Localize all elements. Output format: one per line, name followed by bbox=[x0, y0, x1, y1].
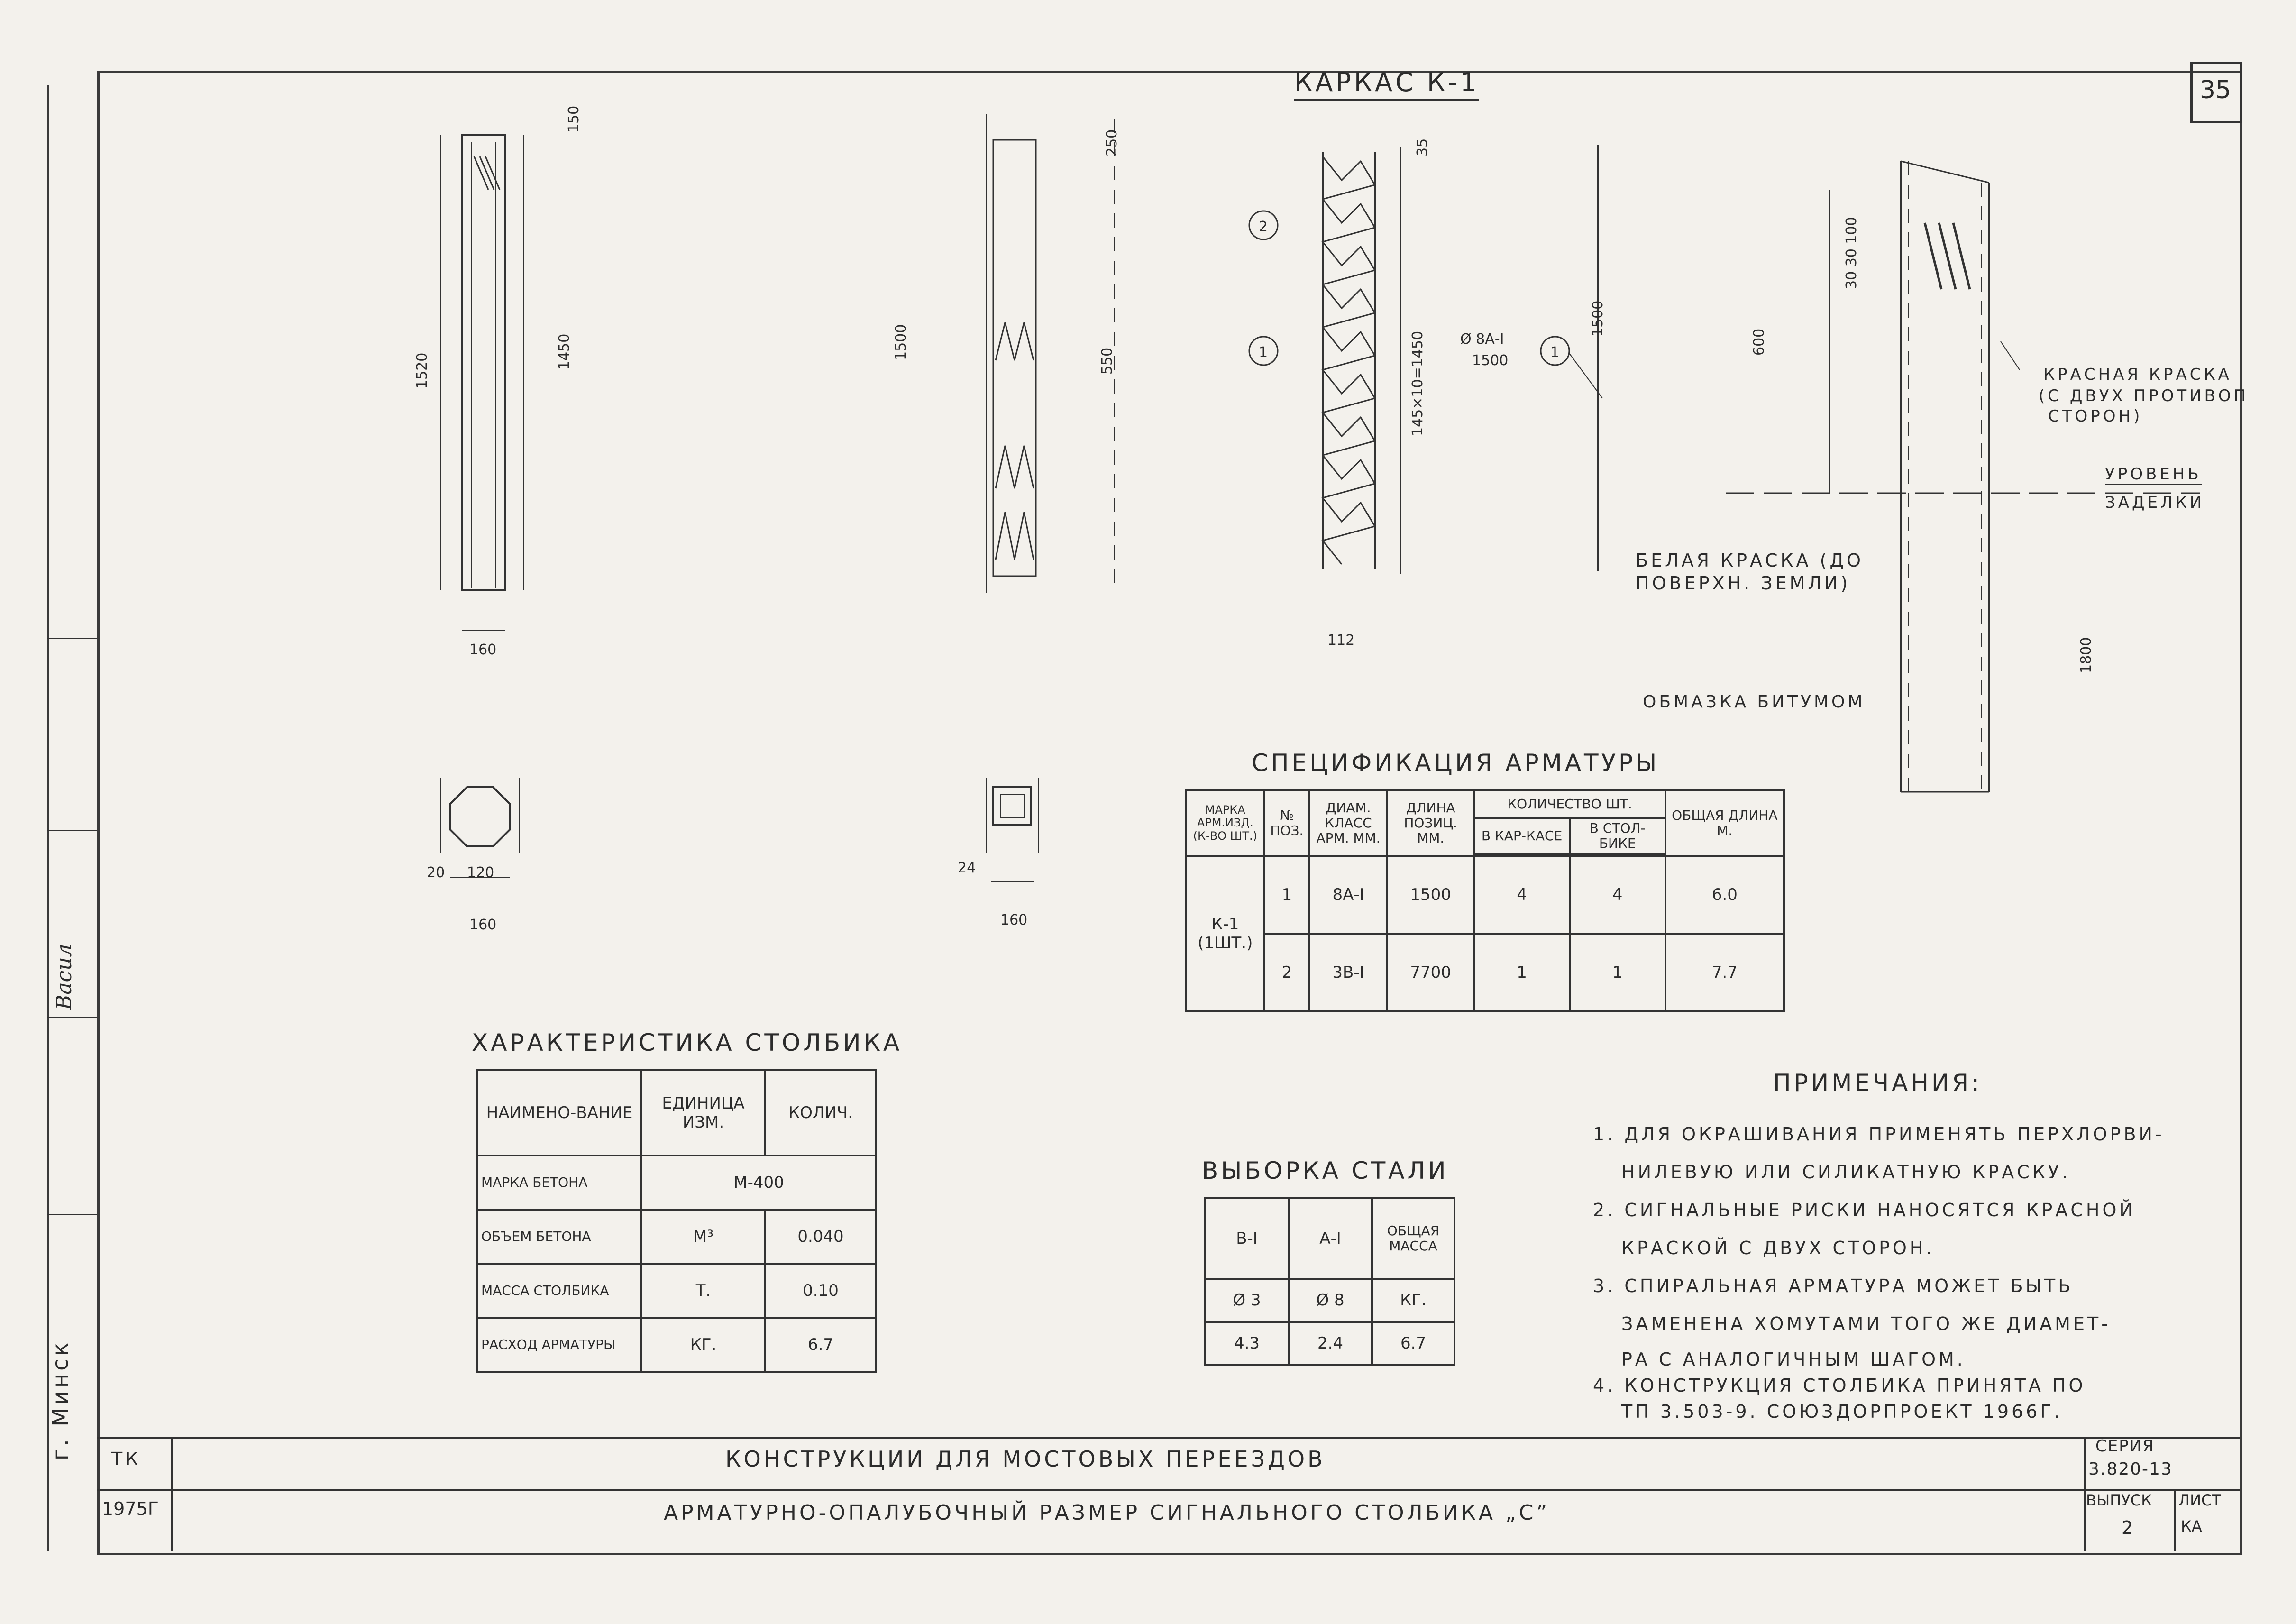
note-line: НИЛЕВУЮ ИЛИ СИЛИКАТНУЮ КРАСКУ. bbox=[1621, 1162, 2071, 1183]
dim-1520: 1520 bbox=[414, 352, 430, 389]
note-line: ЗАМЕНЕНА ХОМУТАМИ ТОГО ЖЕ ДИАМЕТ- bbox=[1621, 1313, 2111, 1334]
note-line: КРАСКОЙ С ДВУХ СТОРОН. bbox=[1621, 1238, 1935, 1258]
char-value: М-400 bbox=[641, 1156, 876, 1210]
red-paint-label-2: (С ДВУХ ПРОТИВОП bbox=[2039, 386, 2249, 405]
steel-diam-a: Ø 8 bbox=[1289, 1279, 1372, 1322]
sheet-value: КА bbox=[2181, 1517, 2202, 1535]
char-unit: Т. bbox=[641, 1264, 765, 1318]
spec-header-total: ОБЩАЯ ДЛИНА М. bbox=[1665, 790, 1784, 856]
note-line: 3. СПИРАЛЬНАЯ АРМАТУРА МОЖЕТ БЫТЬ bbox=[1593, 1275, 2074, 1296]
pos-1: 1 bbox=[1259, 344, 1268, 361]
red-paint-label: КРАСНАЯ КРАСКА bbox=[2043, 365, 2232, 384]
char-unit: М³ bbox=[641, 1210, 765, 1264]
stamp-divider bbox=[2174, 1489, 2176, 1551]
stamp-title-1: КОНСТРУКЦИИ ДЛЯ МОСТОВЫХ ПЕРЕЕЗДОВ bbox=[725, 1446, 1326, 1472]
spec-pos: 1 bbox=[1264, 856, 1310, 934]
spec-mark-cell bbox=[1186, 856, 1264, 1011]
spec-diam: 3В-I bbox=[1309, 934, 1387, 1011]
spec-len: 7700 bbox=[1387, 934, 1474, 1011]
bitumen-label: ОБМАЗКА БИТУМОМ bbox=[1643, 692, 1866, 712]
dim-24: 24 bbox=[958, 860, 976, 876]
spec-header-diam: ДИАМ. КЛАСС АРМ. ММ. bbox=[1309, 790, 1387, 856]
page-title: КАРКАС К-1 bbox=[1294, 67, 1479, 101]
dim-20: 20 bbox=[427, 864, 445, 881]
note-line: 4. КОНСТРУКЦИЯ СТОЛБИКА ПРИНЯТА ПО bbox=[1593, 1375, 2086, 1396]
spec-post: 1 bbox=[1570, 934, 1665, 1011]
level-label-2: ЗАДЕЛКИ bbox=[2105, 493, 2205, 512]
stamp-title-2: АРМАТУРНО-ОПАЛУБОЧНЫЙ РАЗМЕР СИГНАЛЬНОГО СТОЛБИКА „С” bbox=[664, 1501, 1550, 1525]
spec-frame: 1 bbox=[1474, 934, 1569, 1011]
rebar-length: 1500 bbox=[1472, 352, 1509, 369]
note-line: ТП 3.503-9. СОЮЗДОРПРОЕКТ 1966Г. bbox=[1621, 1401, 2063, 1422]
spec-header-mark: МАРКА АРМ.ИЗД. (К-ВО ШТ.) bbox=[1186, 790, 1264, 856]
steel-value-b: 4.3 bbox=[1205, 1322, 1289, 1365]
steel-diam-b: Ø 3 bbox=[1205, 1279, 1289, 1322]
dim-600: 600 bbox=[1751, 328, 1767, 356]
pos-1b: 1 bbox=[1550, 344, 1560, 361]
spec-diam: 8А-I bbox=[1309, 856, 1387, 934]
dim-1450: 1450 bbox=[556, 333, 573, 370]
char-header-name: НАИМЕНО-ВАНИЕ bbox=[477, 1070, 641, 1156]
char-unit: КГ. bbox=[641, 1318, 765, 1372]
dim-35: 35 bbox=[1414, 138, 1431, 156]
steel-unit: КГ. bbox=[1372, 1279, 1454, 1322]
stamp-divider bbox=[97, 1489, 2240, 1491]
spec-header-len: ДЛИНА ПОЗИЦ. ММ. bbox=[1387, 790, 1474, 856]
spec-frame: 4 bbox=[1474, 856, 1569, 934]
level-label: УРОВЕНЬ bbox=[2105, 465, 2202, 485]
steel-title: ВЫБОРКА СТАЛИ bbox=[1202, 1157, 1449, 1184]
stamp-divider bbox=[171, 1437, 173, 1551]
rebar-label: Ø 8А-I bbox=[1460, 331, 1504, 348]
spec-post: 4 bbox=[1570, 856, 1665, 934]
char-header-unit: ЕДИНИЦА ИЗМ. bbox=[641, 1070, 765, 1156]
steel-header-total: ОБЩАЯ МАССА bbox=[1372, 1198, 1454, 1279]
sheet-number: 35 bbox=[2200, 76, 2232, 104]
series-value: 3.820-13 bbox=[2088, 1459, 2173, 1479]
dim-1500b: 1500 bbox=[1590, 300, 1606, 337]
white-paint-label: БЕЛАЯ КРАСКА (ДО bbox=[1636, 550, 1864, 571]
city-label: г. Минск bbox=[47, 1340, 73, 1460]
stamp-divider bbox=[2084, 1437, 2086, 1551]
dim-250: 250 bbox=[1104, 129, 1120, 156]
char-title: ХАРАКТЕРИСТИКА СТОЛБИКА bbox=[472, 1029, 903, 1056]
note-line: 2. СИГНАЛЬНЫЕ РИСКИ НАНОСЯТСЯ КРАСНОЙ bbox=[1593, 1200, 2136, 1220]
spec-header-pos: № ПОЗ. bbox=[1264, 790, 1310, 856]
steel-value-a: 2.4 bbox=[1289, 1322, 1372, 1365]
dim-120: 120 bbox=[467, 864, 494, 881]
note-line: РА С АНАЛОГИЧНЫМ ШАГОМ. bbox=[1621, 1349, 1966, 1370]
spec-header-post: В СТОЛ-БИКЕ bbox=[1570, 818, 1665, 854]
char-qty: 6.7 bbox=[765, 1318, 876, 1372]
signature: Васил bbox=[52, 944, 76, 1010]
dim-550: 550 bbox=[1099, 347, 1116, 375]
spec-total: 7.7 bbox=[1665, 934, 1784, 1011]
sheet-label: ЛИСТ bbox=[2178, 1491, 2221, 1509]
char-qty: 0.10 bbox=[765, 1264, 876, 1318]
dim-spiral: 145×10=1450 bbox=[1409, 330, 1426, 436]
char-name: МАРКА БЕТОНА bbox=[477, 1156, 641, 1210]
char-header-qty: КОЛИЧ. bbox=[765, 1070, 876, 1156]
stamp-year: 1975Г bbox=[102, 1498, 159, 1519]
steel-header-b: В-I bbox=[1205, 1198, 1289, 1279]
issue-label: ВЫПУСК bbox=[2086, 1491, 2152, 1509]
char-name: РАСХОД АРМАТУРЫ bbox=[477, 1318, 641, 1372]
spec-header-frame: В КАР-КАСЕ bbox=[1474, 818, 1569, 854]
dim-paint: 30 30 100 bbox=[1843, 217, 1860, 289]
notes-title: ПРИМЕЧАНИЯ: bbox=[1773, 1069, 1982, 1097]
spec-table bbox=[1185, 789, 1785, 1012]
dim-160b: 160 bbox=[469, 917, 497, 933]
stamp-org: ТК bbox=[111, 1449, 141, 1469]
char-qty: 0.040 bbox=[765, 1210, 876, 1264]
char-name: ОБЪЕМ БЕТОНА bbox=[477, 1210, 641, 1264]
red-paint-label-3: СТОРОН) bbox=[2048, 407, 2143, 426]
dim-160c: 160 bbox=[1000, 912, 1028, 928]
note-line: 1. ДЛЯ ОКРАШИВАНИЯ ПРИМЕНЯТЬ ПЕРХЛОРВИ- bbox=[1593, 1124, 2165, 1145]
dim-1500: 1500 bbox=[893, 324, 909, 360]
spec-title: СПЕЦИФИКАЦИЯ АРМАТУРЫ bbox=[1252, 749, 1660, 777]
spec-total: 6.0 bbox=[1665, 856, 1784, 934]
dim-160: 160 bbox=[469, 642, 497, 658]
char-table bbox=[476, 1069, 877, 1373]
spec-header-qty: КОЛИЧЕСТВО ШТ. bbox=[1474, 790, 1665, 818]
white-paint-label-2: ПОВЕРХН. ЗЕМЛИ) bbox=[1636, 573, 1851, 594]
dim-150: 150 bbox=[566, 105, 582, 133]
pos-2: 2 bbox=[1259, 219, 1268, 235]
dim-112: 112 bbox=[1327, 632, 1355, 649]
post-elevation bbox=[462, 135, 505, 590]
steel-header-a: А-I bbox=[1289, 1198, 1372, 1279]
char-name: МАССА СТОЛБИКА bbox=[477, 1264, 641, 1318]
spec-mark-qty: (1ШТ.) bbox=[1198, 934, 1253, 953]
spec-len: 1500 bbox=[1387, 856, 1474, 934]
steel-value-total: 6.7 bbox=[1372, 1322, 1454, 1365]
issue-value: 2 bbox=[2122, 1517, 2136, 1538]
spec-pos: 2 bbox=[1264, 934, 1310, 1011]
dim-1800: 1800 bbox=[2078, 637, 2095, 673]
spec-mark: К-1 bbox=[1211, 915, 1239, 934]
steel-table bbox=[1204, 1197, 1455, 1366]
series-label: СЕРИЯ bbox=[2095, 1437, 2155, 1456]
